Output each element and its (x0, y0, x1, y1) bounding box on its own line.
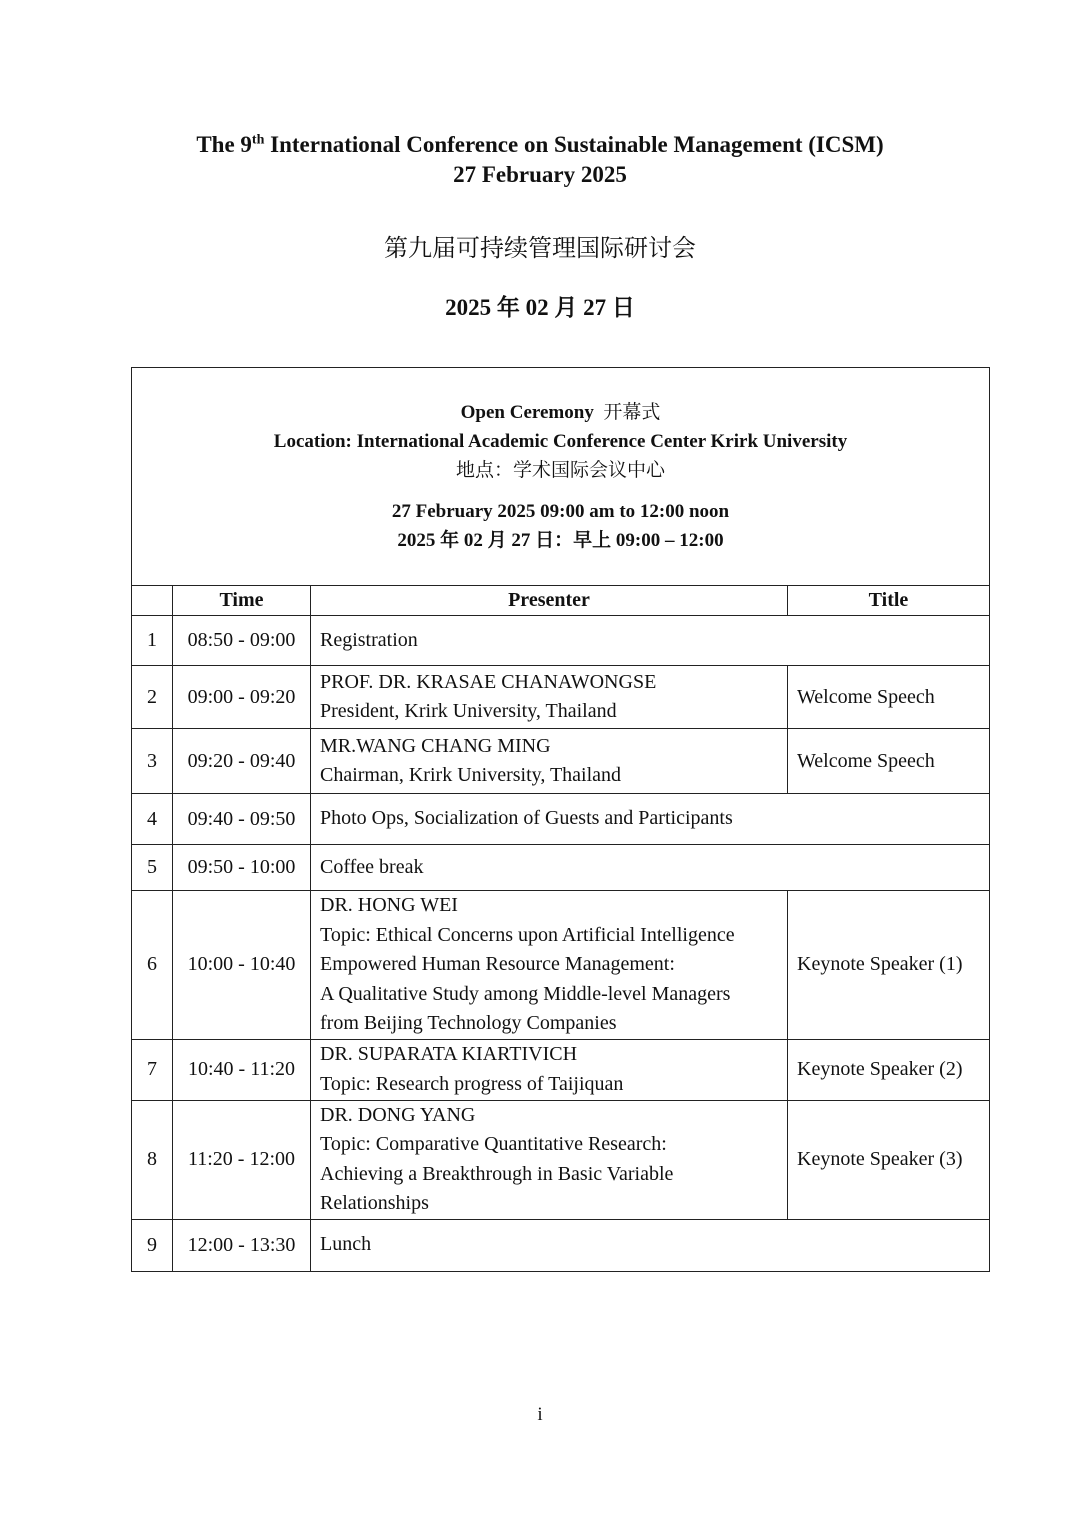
ceremony-time: 27 February 2025 09:00 am to 12:00 noon (391, 501, 730, 522)
row-presenter (311, 891, 788, 1040)
presenter-line: Registration (320, 628, 418, 651)
row-time: 08:50 - 09:00 (173, 616, 311, 666)
presenter-line: Topic: Research progress of Taijiquan (320, 1072, 624, 1095)
ceremony-name: Open Ceremony 开幕式 (460, 401, 661, 423)
ceremony-info (132, 368, 990, 586)
row-time: 12:00 - 13:30 (173, 1219, 311, 1271)
row-presenter (311, 616, 990, 666)
conference-date-zh: 2025 年 02 月 27 日 (445, 295, 635, 320)
row-time: 09:20 - 09:40 (173, 729, 311, 794)
presenter-line: Relationships (320, 1192, 429, 1214)
presenter-line: Chairman, Krirk University, Thailand (320, 764, 622, 786)
presenter-line: Topic: Ethical Concerns upon Artificial Intelligence (320, 923, 735, 946)
row-number: 3 (132, 729, 173, 794)
row-time: 09:40 - 09:50 (173, 794, 311, 845)
row-presenter (311, 794, 990, 845)
ceremony-location-zh: 地点：学术国际会议中心 (455, 459, 665, 481)
presenter-line: Coffee break (320, 855, 424, 878)
row-presenter (311, 845, 990, 891)
header-row (132, 586, 990, 616)
presenter-line: DR. DONG YANG (320, 1103, 476, 1126)
table-row (132, 1219, 990, 1271)
presenter-line: Photo Ops, Socialization of Guests and Participants (320, 807, 733, 830)
ceremony-location: Location: International Academic Conference Center Krirk University (273, 431, 848, 452)
table-row (132, 794, 990, 845)
presenter-line: Lunch (320, 1233, 372, 1256)
row-title: Welcome Speech (788, 729, 990, 794)
col-presenter-header: Presenter (311, 586, 788, 616)
row-number: 9 (132, 1219, 173, 1271)
table-row (132, 616, 990, 666)
row-number: 8 (132, 1100, 173, 1219)
table-row (132, 891, 990, 1040)
conference-date: 27 February 2025 (453, 162, 627, 187)
row-title: Keynote Speaker (3) (788, 1100, 990, 1219)
col-time-header: Time (173, 586, 311, 616)
table-row (132, 1100, 990, 1219)
row-presenter (311, 1039, 788, 1100)
presenter-line: MR.WANG CHANG MING (320, 734, 551, 757)
row-presenter (311, 1100, 788, 1219)
row-number: 5 (132, 845, 173, 891)
row-number: 7 (132, 1039, 173, 1100)
ceremony-time-zh: 2025 年 02 月 27 日：早上 09:00 – 12:00 (397, 530, 724, 551)
col-num-header (132, 586, 173, 616)
schedule-table (131, 367, 990, 1272)
row-number: 6 (132, 891, 173, 1040)
presenter-line: Achieving a Breakthrough in Basic Variable (320, 1162, 674, 1185)
row-title: Keynote Speaker (2) (788, 1039, 990, 1100)
row-time: 09:00 - 09:20 (173, 666, 311, 729)
presenter-line: DR. SUPARATA KIARTIVICH (320, 1043, 578, 1065)
presenter-line: PROF. DR. KRASAE CHANAWONGSE (320, 670, 657, 693)
presenter-line: from Beijing Technology Companies (320, 1012, 617, 1034)
row-time: 11:20 - 12:00 (173, 1100, 311, 1219)
presenter-line: Empowered Human Resource Management: (320, 953, 675, 975)
row-time: 10:40 - 11:20 (173, 1039, 311, 1100)
table-row (132, 845, 990, 891)
table-row (132, 729, 990, 794)
row-number: 4 (132, 794, 173, 845)
presenter-line: DR. HONG WEI (320, 894, 458, 916)
table-row (132, 666, 990, 729)
row-title: Welcome Speech (788, 666, 990, 729)
page-number: i (537, 1404, 543, 1425)
conference-title: The 9th International Conference on Sustainable Management (ICSM) (196, 132, 884, 157)
row-presenter (311, 1219, 990, 1271)
row-presenter (311, 729, 788, 794)
col-title-header: Title (788, 586, 990, 616)
table-row (132, 1039, 990, 1100)
presenter-line: A Qualitative Study among Middle-level Managers (320, 982, 731, 1005)
conference-title-zh: 第九届可持续管理国际研讨会 (384, 234, 696, 262)
row-number: 1 (132, 616, 173, 666)
row-presenter (311, 666, 788, 729)
presenter-line: President, Krirk University, Thailand (320, 700, 617, 722)
row-title: Keynote Speaker (1) (788, 891, 990, 1040)
row-number: 2 (132, 666, 173, 729)
ceremony-row (132, 368, 990, 586)
row-time: 09:50 - 10:00 (173, 845, 311, 891)
row-time: 10:00 - 10:40 (173, 891, 311, 1040)
presenter-line: Topic: Comparative Quantitative Research: (320, 1133, 667, 1155)
